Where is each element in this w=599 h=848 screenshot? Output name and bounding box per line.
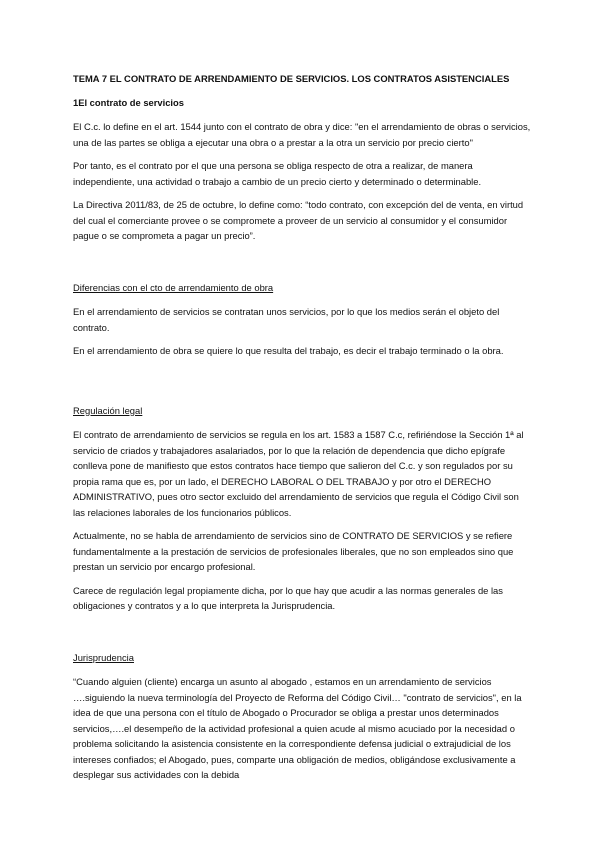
document-body <box>73 71 531 791</box>
spacer <box>73 252 531 280</box>
section-heading-jurisprudencia: Jurisprudencia <box>73 651 134 663</box>
paragraph: El contrato de arrendamiento de servicios se regula en los art. 1583 a 1587 C.c, refiriéndose la Sección 1ª al servicio de criados y trabajadores asalariados, por lo que la relación de dependencia que dicho epígrafe conlleva pone de manifiesto que estos contratos hace tiempo que salieron del C.c. y son regulados por su propia rama que es, por un lado, el DERECHO LABORAL O DEL TRABAJO y por otro el DERECHO ADMINISTRATIVO, pues otro sector excluido del arrendamiento de servicios que regula el Código Civil son las relaciones laborales de los funcionarios públicos. <box>73 429 524 518</box>
spacer <box>73 622 531 650</box>
section-heading-contrato-servicios: 1El contrato de servicios <box>73 96 184 108</box>
paragraph: En el arrendamiento de obra se quiere lo que resulta del trabajo, es decir el trabajo terminado o la obra. <box>73 345 504 356</box>
section-heading-regulacion-legal: Regulación legal <box>73 404 143 416</box>
paragraph: En el arrendamiento de servicios se contratan unos servicios, por lo que los medios serán el objeto del contrato. <box>73 306 500 333</box>
paragraph: La Directiva 2011/83, de 25 de octubre, lo define como: “todo contrato, con excepción del de venta, en virtud del cual el comerciante provee o se compromete a proveer de un servicio al consumidor y el consumidor pague o se comprometa a pagar un precio”. <box>73 199 524 241</box>
paragraph: Actualmente, no se habla de arrendamiento de servicios sino de CONTRATO DE SERVICIOS y se refiere fundamentalmente a la prestación de servicios de profesionales liberales, que no son empleados sino que prestan un servicio por encargo profesional. <box>73 530 514 572</box>
paragraph: Carece de regulación legal propiamente dicha, por lo que hay que acudir a las normas generales de las obligaciones y contratos y a lo que interpreta la Jurisprudencia. <box>73 584 503 611</box>
section-heading-diferencias: Diferencias con el cto de arrendamiento de obra <box>73 281 274 293</box>
paragraph: El C.c. lo define en el art. 1544 junto con el contrato de obra y dice: "en el arrendamiento de obras o servicios, una de las partes se obliga a ejecutar una obra o a prestar a la otra un servicio por precio cierto" <box>73 121 531 148</box>
paragraph: Por tanto, es el contrato por el que una persona se obliga respecto de otra a realizar, de manera independiente, una actividad o trabajo a cambio de un precio cierto y determinado o determinable. <box>73 160 482 187</box>
spacer <box>73 367 531 403</box>
paragraph: “Cuando alguien (cliente) encarga un asunto al abogado , estamos en un arrendamiento de servicios ….siguiendo la nueva terminología del Proyecto de Reforma del Código Civil… "contrato de servicios", en la idea de que una persona con el título de Abogado o Procurador se obliga a prestar unos determinados servicios,….el desempeño de la actividad profesional a quien acude al mismo acuciado por la necesidad o problema solicitando la asistencia consistente en la correspondiente defensa judicial o extrajudicial de los intereses confiados; el Abogado, pues, comparte una obligación de medios, obligándose exclusivamente a desplegar sus actividades con la debida <box>73 676 522 780</box>
document-title: TEMA 7 EL CONTRATO DE ARRENDAMIENTO DE SERVICIOS. LOS CONTRATOS ASISTENCIALES <box>73 73 510 84</box>
